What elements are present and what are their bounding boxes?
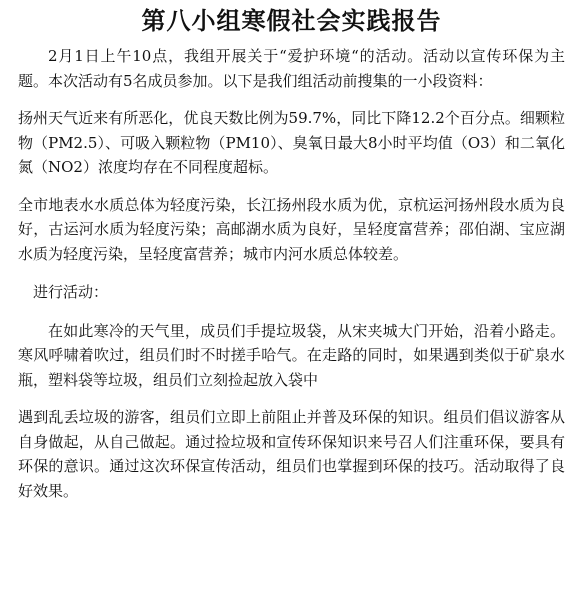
document-title: 第八小组寒假社会实践报告	[141, 7, 442, 35]
paragraph-air-quality: 扬州天气近来有所恶化，优良天数比例为59.7%，同比下降12.2个百分点。细颗粒物（PM2.5）、可吸入颗粒物（PM10）、臭氧日最大8小时平均值（O3）和二氧化氮（NO2）浓度均存在不同程度超标。	[18, 109, 565, 176]
section-heading-activity: 进行活动：	[33, 283, 109, 301]
paragraph-water-quality: 全市地表水水质总体为轻度污染，长江扬州段水质为优，京杭运河扬州段水质为良好，古运河水质为轻度污染；高邮湖水质为良好，呈轻度富营养；邵伯湖、宝应湖水质为轻度污染，呈轻度富营养；城市内河水质总体较差。	[18, 195, 565, 263]
paragraph-intro: 2月1日上午10点，我组开展关于“爱护环境“的活动。活动以宣传环保为主题。本次活动有5名成员参加。以下是我们组活动前搜集的一小段资料：	[18, 47, 565, 90]
paragraph-result: 遇到乱丢垃圾的游客，组员们立即上前阻止并普及环保的知识。组员们倡议游客从自身做起，从自己做起。通过捡垃圾和宣传环保知识来号召人们注重环保，要具有环保的意识。通过这次环保宣传活动，组员们也掌握到环保的技巧。活动取得了良好效果。	[18, 408, 565, 500]
paragraph-activity: 在如此寒冷的天气里，成员们手提垃圾袋，从宋夹城大门开始，沿着小路走。寒风呼啸着吹过，组员们时不时搓手哈气。在走路的同时，如果遇到类似于矿泉水瓶，塑料袋等垃圾，组员们立刻捡起放入袋中	[18, 321, 565, 389]
